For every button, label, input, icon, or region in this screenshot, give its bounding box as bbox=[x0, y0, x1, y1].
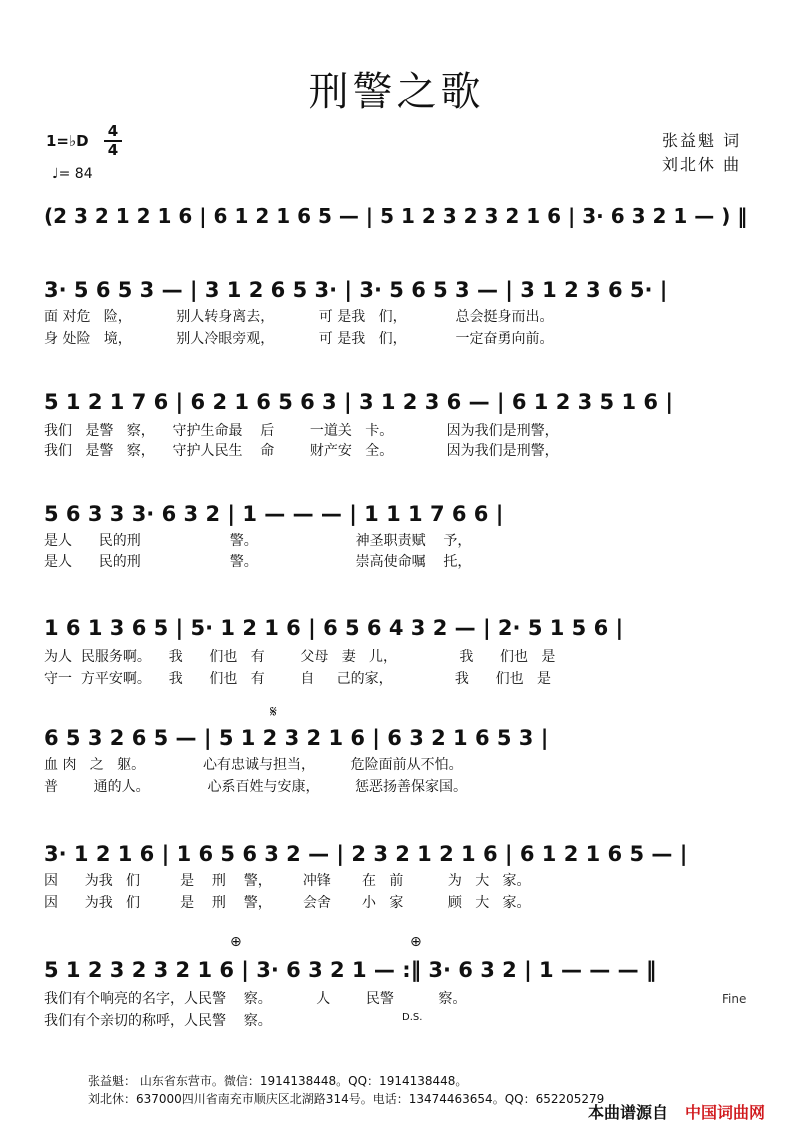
lyric-verse-1: 因 为我 们 是 刑 警， 冲锋 在 前 为 大 家。 bbox=[44, 873, 531, 889]
lyric-verse-2: 因 为我 们 是 刑 警， 会舍 小 家 顾 大 家。 bbox=[44, 895, 531, 911]
lyric-verse-2: 我们 是警 察， 守护人民生 命 财产安 全。 因为我们是刑警， bbox=[44, 443, 559, 459]
page-title: 刑警之歌 bbox=[308, 69, 485, 115]
lyric-verse-2: 身 处险 境， 别人冷眼旁观， 可 是我 们， 一定奋勇向前。 bbox=[44, 331, 554, 347]
notes-row: 3· 5 6 5 3 — | 3 1 2 6 5 3· | 3· 5 6 5 3 — | 3 1 2 3 6 5· | bbox=[44, 278, 668, 302]
music-system-6 bbox=[44, 836, 754, 916]
notes-row: 5 1 2 3 2 3 2 1 6 | 3· 6 3 2 1 — :‖ 3· 6 3 2 | 1 — — — ‖ bbox=[44, 958, 657, 982]
music-system-4 bbox=[44, 610, 754, 690]
time-bottom: 4 bbox=[107, 141, 119, 159]
time-signature bbox=[104, 124, 122, 158]
music-system-1 bbox=[44, 272, 754, 352]
lyric-verse-1: 我们有个响亮的名字，人民警 察。 人 民警 察。 bbox=[44, 991, 467, 1007]
ds-marking: D.S. bbox=[402, 1012, 423, 1023]
lyric-verse-2: 我们有个亲切的称呼，人民警 察。 bbox=[44, 1013, 272, 1029]
lyric-verse-2: 普 通的人。 心系百姓与安康， 惩恶扬善保家国。 bbox=[44, 779, 468, 795]
notes-row: (2 3 2 1 2 1 6 | 6 1 2 1 6 5 — | 5 1 2 3 2 3 2 1 6 | 3· 6 3 2 1 — ) ‖ bbox=[44, 204, 748, 228]
notes-row: 5 1 2 1 7 6 | 6 2 1 6 5 6 3 | 3 1 2 3 6 — | 6 1 2 3 5 1 6 | bbox=[44, 390, 673, 414]
key-signature: 1=♭D bbox=[46, 132, 89, 150]
fine-marking: Fine bbox=[722, 992, 747, 1006]
notes-row: 3· 1 2 1 6 | 1 6 5 6 3 2 — | 2 3 2 1 2 1 6 | 6 1 2 1 6 5 — | bbox=[44, 842, 688, 866]
notes-row: 6 5 3 2 6 5 — | 5 1 2 3 2 1 6 | 6 3 2 1 6 5 3 | bbox=[44, 726, 549, 750]
music-system-2 bbox=[44, 384, 754, 464]
composer-credit: 刘北休 曲 bbox=[662, 155, 742, 174]
lyric-verse-1: 为人 民服务啊。 我 们也 有 父母 妻 儿， 我 们也 是 bbox=[44, 649, 556, 665]
lyric-verse-1: 我们 是警 察， 守护生命最 后 一道关 卡。 因为我们是刑警， bbox=[44, 423, 559, 439]
coda-sign-2: ⊕ bbox=[410, 934, 422, 950]
music-system-5 bbox=[44, 720, 754, 800]
lyric-verse-1: 是人 民的刑 警。 神圣职责赋 予， bbox=[44, 533, 472, 549]
notes-row: 5 6 3 3 3· 6 3 2 | 1 — — — | 1 1 1 7 6 6 | bbox=[44, 502, 504, 526]
time-top: 4 bbox=[107, 122, 119, 140]
footer-lyricist-contact: 张益魁： 山东省东营市。微信：1914138448。QQ：1914138448。 bbox=[88, 1074, 468, 1088]
coda-sign-1: ⊕ bbox=[230, 934, 242, 950]
music-system-7 bbox=[44, 952, 754, 1032]
tempo-marking: ♩= 84 bbox=[52, 166, 93, 182]
lyric-verse-2: 是人 民的刑 警。 崇高使命嘱 托， bbox=[44, 554, 472, 570]
lyricist-credit: 张益魁 词 bbox=[662, 131, 742, 150]
footer-composer-contact: 刘北休：637000四川省南充市顺庆区北湖路314号。电话：13474463654。QQ：652205279 bbox=[88, 1092, 605, 1106]
notes-row: 1 6 1 3 6 5 | 5· 1 2 1 6 | 6 5 6 4 3 2 — | 2· 5 1 5 6 | bbox=[44, 616, 624, 640]
music-system-3 bbox=[44, 496, 754, 576]
source-site-link[interactable]: 中国词曲网 bbox=[685, 1103, 766, 1122]
segno-sign: 𝄋 bbox=[270, 702, 277, 721]
lyric-verse-1: 面 对危 险， 别人转身离去， 可 是我 们， 总会挺身而出。 bbox=[44, 309, 554, 325]
source-label: 本曲谱源自 bbox=[588, 1103, 669, 1122]
lyric-verse-2: 守一 方平安啊。 我 们也 有 自 己的家， 我 们也 是 bbox=[44, 671, 551, 687]
lyric-verse-1: 血 肉 之 躯。 心有忠诚与担当， 危险面前从不怕。 bbox=[44, 757, 463, 773]
music-system-intro bbox=[44, 198, 754, 278]
